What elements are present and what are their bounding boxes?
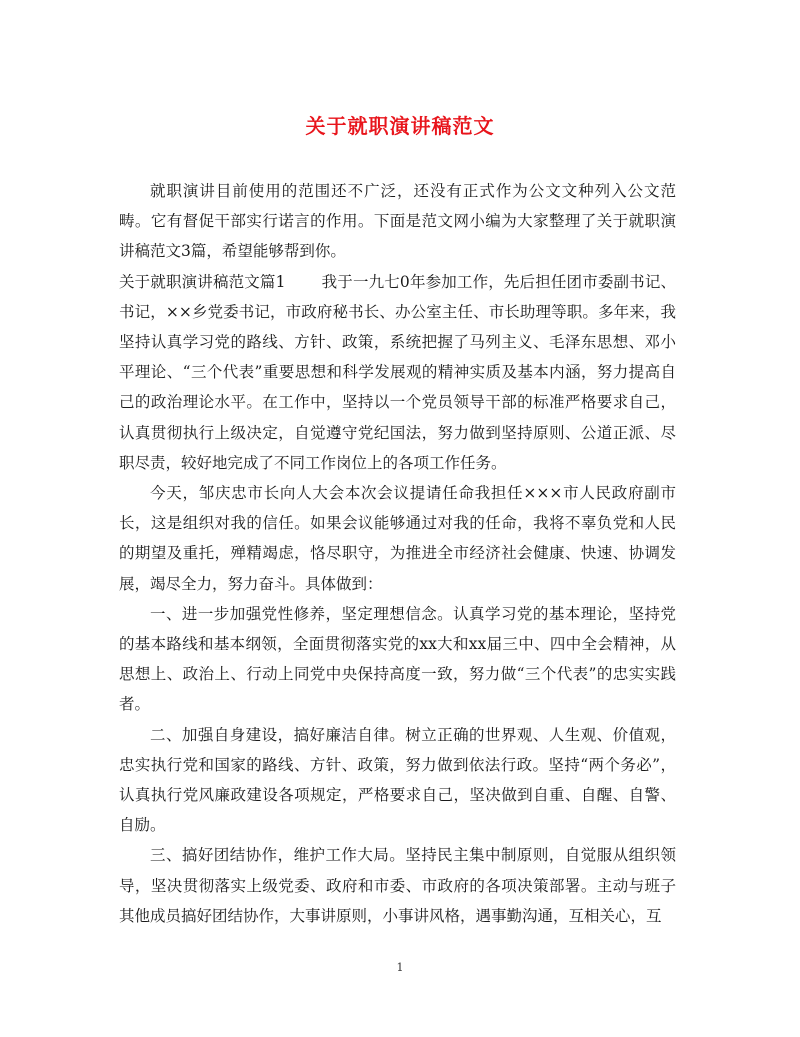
- paragraph-point-1: 一、进一步加强党性修养，坚定理想信念。认真学习党的基本理论，坚持党的基本路线和基本纲领，全面贯彻落实党的xx大和xx届三中、四中全会精神，从思想上、政治上、行动上同党中央保持高度一致，努力做“三个代表”的忠实实践者。: [119, 604, 676, 714]
- paragraph-appointment: 今天，邹庆忠市长向人大会本次会议提请任命我担任×××市人民政府副市长，这是组织对我的信任。如果会议能够通过对我的任命，我将不辜负党和人民的期望及重托，殚精竭虑，恪尽职守，为推进全市经济社会健康、快速、协调发展，竭尽全力，努力奋斗。具体做到：: [119, 484, 676, 593]
- paragraph-point-2: 二、加强自身建设，搞好廉洁自律。树立正确的世界观、人生观、价值观，忠实执行党和国家的路线、方针、政策，努力做到依法行政。坚持“两个务必”，认真执行党风廉政建设各项规定，严格要求自己，坚决做到自重、自醒、自警、自励。: [119, 725, 676, 835]
- intro-paragraph: 就职演讲目前使用的范围还不广泛，还没有正式作为公文文种列入公文范畴。它有督促干部实行诺言的作用。下面是范文网小编为大家整理了关于就职演讲稿范文3篇，希望能够帮到你。: [119, 182, 676, 261]
- section-heading: 关于就职演讲稿范文篇1: [119, 272, 286, 291]
- paragraph-point-3: 三、搞好团结协作，维护工作大局。坚持民主集中制原则，自觉服从组织领导，坚决贯彻落实上级党委、政府和市委、市政府的各项决策部署。主动与班子其他成员搞好团结协作，大事讲原则，小事讲风格，遇事勤沟通，互相关心，互: [119, 846, 676, 925]
- document-title: 关于就职演讲稿范文: [305, 114, 495, 138]
- section-1-paragraph: [119, 267, 676, 478]
- section-1-text: 我于一九七0年参加工作，先后担任团市委副书记、书记，××乡党委书记，市政府秘书长、办公室主任、市长助理等职。多年来，我坚持认真学习党的路线、方针、政策，系统把握了马列主义、毛泽东思想、邓小平理论、“三个代表”重要思想和科学发展观的精神实质及基本内涵，努力提高自己的政治理论水平。在工作中，坚持以一个党员领导干部的标准严格要求自己，认真贯彻执行上级决定，自觉遵守党纪国法，努力做到坚持原则、公道正派、尽职尽责，较好地完成了不同工作岗位上的各项工作任务。: [119, 272, 676, 472]
- page-number: 1: [396, 961, 404, 974]
- document-body: [119, 176, 676, 931]
